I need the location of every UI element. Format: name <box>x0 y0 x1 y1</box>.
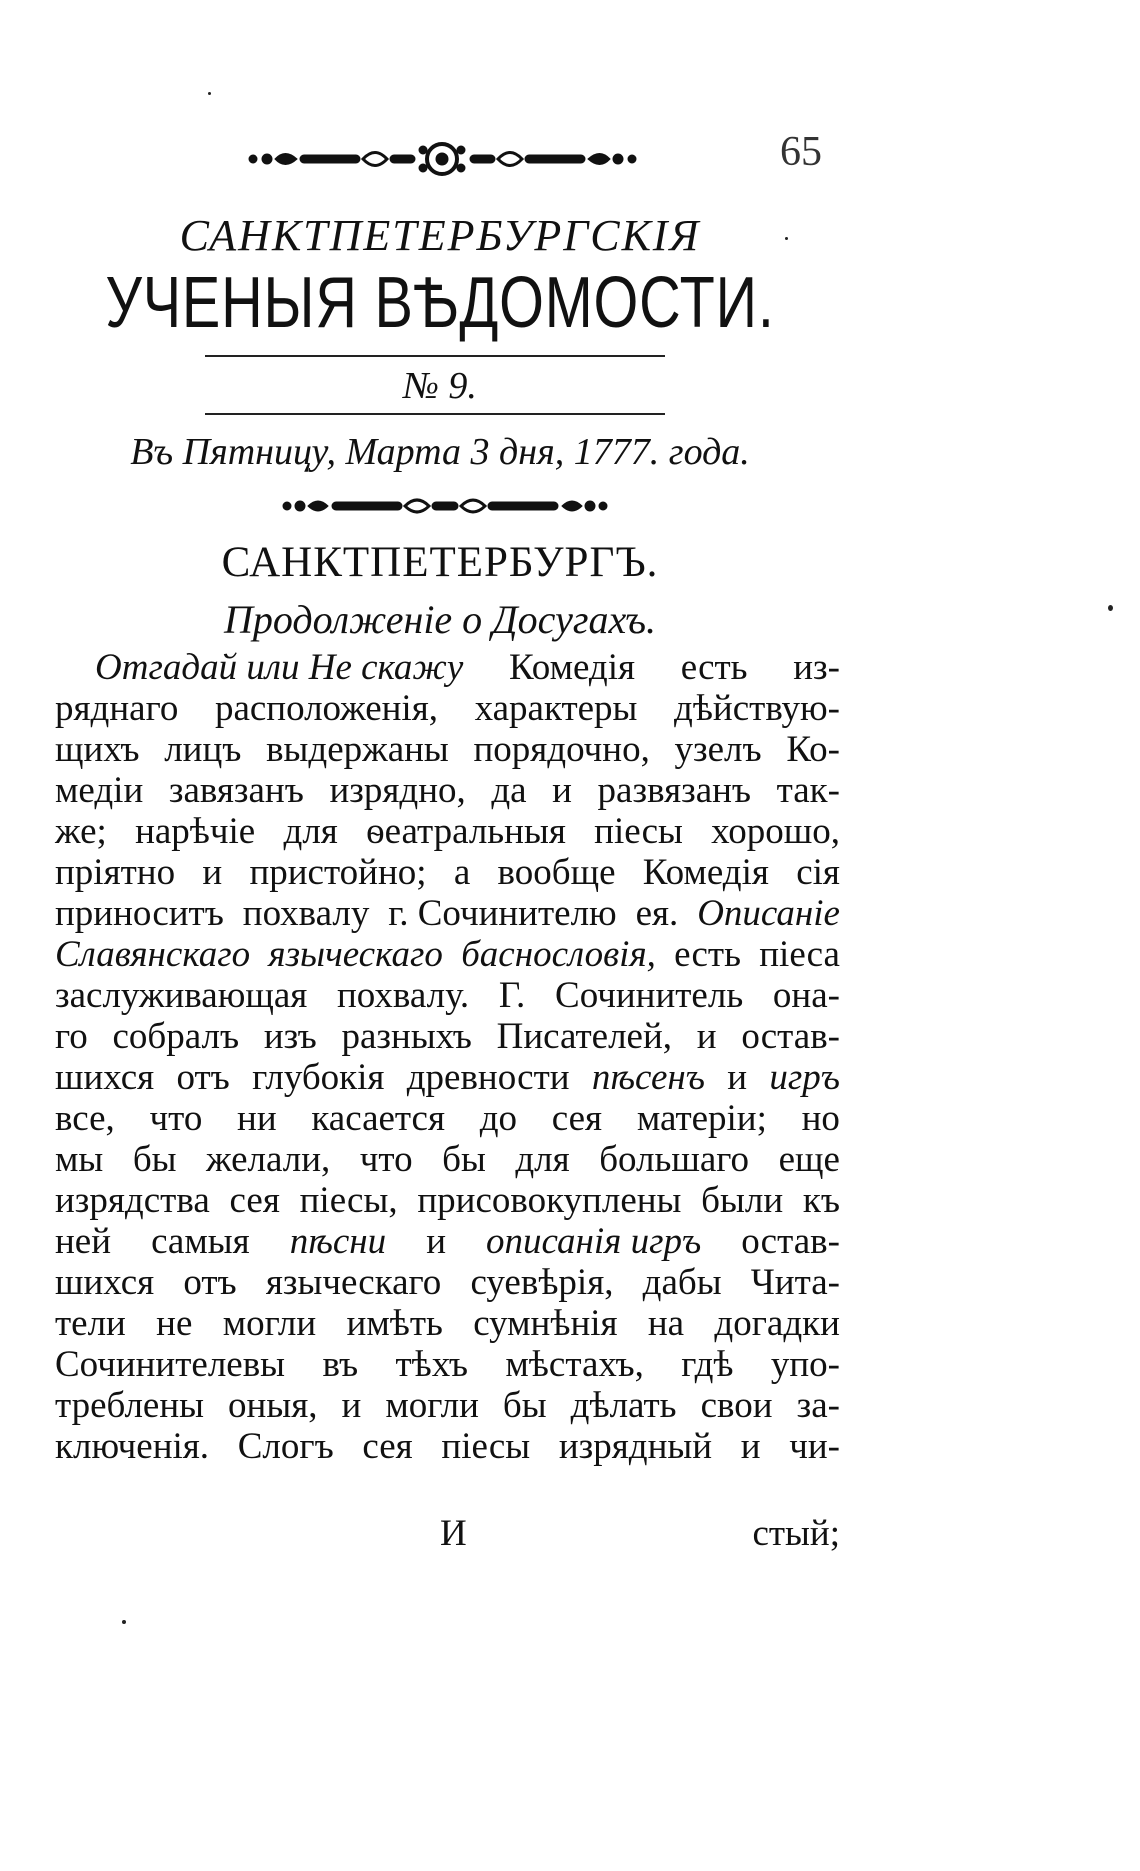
body-word: пѣсни <box>289 1221 387 1262</box>
body-line <box>55 1344 840 1385</box>
body-word: въ <box>322 1344 359 1385</box>
body-word: для <box>283 811 338 852</box>
body-word: ни <box>237 1098 277 1139</box>
body-word: вообще <box>497 852 616 893</box>
body-word: нарѣчіе <box>135 811 256 852</box>
body-word: что <box>149 1098 203 1139</box>
issue-date: Въ Пятницу, Марта 3 дня, 1777. года. <box>130 431 750 473</box>
header-ornament-icon <box>245 140 640 178</box>
body-word: бы <box>132 1139 177 1180</box>
section-ornament-icon <box>280 490 610 522</box>
body-word: суевѣрія, <box>470 1262 614 1303</box>
paper-speck <box>785 237 788 240</box>
body-word: расположенія, <box>214 688 438 729</box>
body-word: за- <box>796 1385 840 1426</box>
body-word: разныхъ <box>341 1016 472 1057</box>
body-word: могли <box>222 1303 317 1344</box>
body-word: ней <box>55 1221 112 1262</box>
body-line <box>55 1221 840 1262</box>
body-word: похвалу. <box>337 975 470 1016</box>
body-word: Ко- <box>786 729 840 770</box>
body-word: сія <box>796 852 840 893</box>
body-word: изрядный <box>558 1426 713 1467</box>
body-word: хорошо, <box>711 811 840 852</box>
body-word: сумнѣнія <box>473 1303 618 1344</box>
body-word: щихъ <box>55 729 140 770</box>
paper-speck <box>122 1620 126 1624</box>
body-line <box>55 1426 840 1467</box>
body-word: остав- <box>741 1221 840 1262</box>
body-word: языческаго <box>265 1262 442 1303</box>
body-word: мѣстахъ, <box>505 1344 644 1385</box>
body-word: пріятно <box>55 852 176 893</box>
body-line <box>55 1303 840 1344</box>
body-word: ключенія. <box>55 1426 210 1467</box>
body-word: отъ <box>183 1262 237 1303</box>
body-word: бы <box>502 1385 547 1426</box>
body-word: Писателей, <box>496 1016 673 1057</box>
body-word: чи- <box>789 1426 840 1467</box>
signature-mark: И <box>440 1513 467 1554</box>
body-word: и <box>696 1016 717 1057</box>
body-word: матеріи; <box>636 1098 767 1139</box>
body-word: завязанъ <box>168 770 304 811</box>
body-word: порядочно, <box>473 729 650 770</box>
body-word: большаго <box>599 1139 750 1180</box>
body-word: пристойно; <box>249 852 427 893</box>
body-word: глубокія <box>252 1057 385 1098</box>
body-word: и <box>740 1426 761 1467</box>
body-word: она- <box>772 975 840 1016</box>
body-word: так- <box>776 770 840 811</box>
body-word: тели <box>55 1303 126 1344</box>
body-word: характеры <box>474 688 638 729</box>
body-word: г. Сочинителю <box>388 893 617 934</box>
catchword: стый; <box>752 1513 840 1554</box>
issue-number: № 9. <box>403 365 477 407</box>
body-word: го <box>55 1016 88 1057</box>
body-word: сея <box>229 1180 280 1221</box>
body-line <box>55 688 840 729</box>
body-word: упо- <box>770 1344 840 1385</box>
body-word: выдержаны <box>266 729 449 770</box>
page-number: 65 <box>780 129 822 175</box>
body-word: есть <box>680 647 748 688</box>
body-word: не <box>156 1303 193 1344</box>
body-word: самыя <box>151 1221 250 1262</box>
body-word: Сочинитель <box>555 975 744 1016</box>
body-word: имѣть <box>346 1303 443 1344</box>
body-word: древности <box>406 1057 570 1098</box>
body-word: дабы <box>642 1262 722 1303</box>
body-word: узелъ <box>674 729 762 770</box>
body-word: отъ <box>176 1057 230 1098</box>
body-word: изрядства <box>55 1180 210 1221</box>
page-footer <box>55 1512 840 1557</box>
paper-speck <box>208 92 211 95</box>
body-word: мы <box>55 1139 104 1180</box>
body-word: а <box>453 852 471 893</box>
body-word: догадки <box>714 1303 840 1344</box>
body-word: из- <box>793 647 840 688</box>
body-word: піесы <box>441 1426 531 1467</box>
body-word: сея <box>551 1098 603 1139</box>
body-line <box>55 1385 840 1426</box>
article-body <box>55 647 840 1467</box>
body-word: касается <box>311 1098 445 1139</box>
body-word: бы <box>442 1139 486 1180</box>
body-word: свои <box>700 1385 773 1426</box>
body-word: могли <box>385 1385 479 1426</box>
body-word: игръ <box>769 1057 840 1098</box>
section-subheading: Продолженіе о Досугахъ. <box>224 597 656 642</box>
body-word: ряднаго <box>55 688 179 729</box>
body-line <box>55 770 840 811</box>
body-line <box>55 1098 840 1139</box>
body-line <box>55 1016 840 1057</box>
body-word: сея <box>362 1426 413 1467</box>
body-word: и <box>426 1221 446 1262</box>
body-line <box>55 852 840 893</box>
body-word: присовокуплены <box>417 1180 682 1221</box>
body-word: остав- <box>741 1016 840 1057</box>
body-line <box>55 1262 840 1303</box>
body-word: лицъ <box>164 729 242 770</box>
body-line <box>55 811 840 852</box>
body-line <box>55 934 840 975</box>
body-line <box>55 647 840 688</box>
body-word: описанія игръ <box>486 1221 702 1262</box>
body-word: пѣсенъ <box>591 1057 705 1098</box>
body-word: желали, <box>206 1139 331 1180</box>
body-word: дѣйствую- <box>674 688 840 729</box>
body-word: все, <box>55 1098 115 1139</box>
body-word: гдѣ <box>681 1344 734 1385</box>
body-word: и <box>727 1057 748 1098</box>
body-word: Комедія <box>508 647 636 688</box>
body-word: до <box>479 1098 518 1139</box>
body-word: шихся <box>55 1057 155 1098</box>
body-word: Славянскаго <box>55 934 251 975</box>
body-word: и <box>552 770 572 811</box>
body-word: медіи <box>55 770 144 811</box>
body-word: ѳеатральныя <box>366 811 566 852</box>
body-word: на <box>647 1303 685 1344</box>
body-line <box>55 1180 840 1221</box>
body-word: языческаго <box>268 934 443 975</box>
body-word: дѣлать <box>570 1385 677 1426</box>
header-rule-bottom <box>205 413 665 415</box>
body-line <box>55 729 840 770</box>
body-word: есть <box>674 934 741 975</box>
body-word: Отгадай или Не скажу <box>95 647 464 688</box>
body-word: баснословія, <box>461 934 656 975</box>
body-word: Описаніе <box>697 893 840 934</box>
body-word: піесы, <box>299 1180 398 1221</box>
body-word: Чита- <box>750 1262 840 1303</box>
body-word: Сочинителевы <box>55 1344 286 1385</box>
body-word: ея. <box>635 893 679 934</box>
body-word: были <box>701 1180 784 1221</box>
body-word: Г. <box>498 975 526 1016</box>
body-word: но <box>801 1098 840 1139</box>
body-word: развязанъ <box>597 770 752 811</box>
body-word: да <box>491 770 527 811</box>
body-word: Комедія <box>642 852 769 893</box>
body-word: еще <box>778 1139 840 1180</box>
body-line <box>55 1139 840 1180</box>
body-word: къ <box>802 1180 840 1221</box>
body-word: піесы <box>594 811 683 852</box>
body-word: и <box>341 1385 362 1426</box>
body-word: приноситъ <box>55 893 224 934</box>
body-word: піеса <box>759 934 840 975</box>
body-word: заслуживающая <box>55 975 308 1016</box>
journal-subtitle: УЧЕНЫЯ ВѢДОМОСТИ. <box>105 263 775 343</box>
body-word: же; <box>55 811 107 852</box>
body-line <box>55 975 840 1016</box>
body-line <box>55 1057 840 1098</box>
section-heading: САНКТПЕТЕРБУРГЪ. <box>221 539 659 586</box>
body-word: собралъ <box>112 1016 240 1057</box>
body-line <box>55 893 840 934</box>
body-word: треблены <box>55 1385 204 1426</box>
body-word: для <box>515 1139 570 1180</box>
body-word: шихся <box>55 1262 155 1303</box>
journal-title: САНКТПЕТЕРБУРГСКІЯ <box>179 211 701 260</box>
body-word: изрядно, <box>329 770 466 811</box>
body-word: Слогъ <box>237 1426 334 1467</box>
body-word: тѣхъ <box>395 1344 468 1385</box>
body-word: и <box>202 852 223 893</box>
body-word: похвалу <box>242 893 370 934</box>
header-rule-top <box>205 355 665 357</box>
body-word: изъ <box>263 1016 317 1057</box>
body-word: оныя, <box>228 1385 318 1426</box>
paper-speck <box>1108 605 1113 611</box>
body-word: что <box>359 1139 413 1180</box>
